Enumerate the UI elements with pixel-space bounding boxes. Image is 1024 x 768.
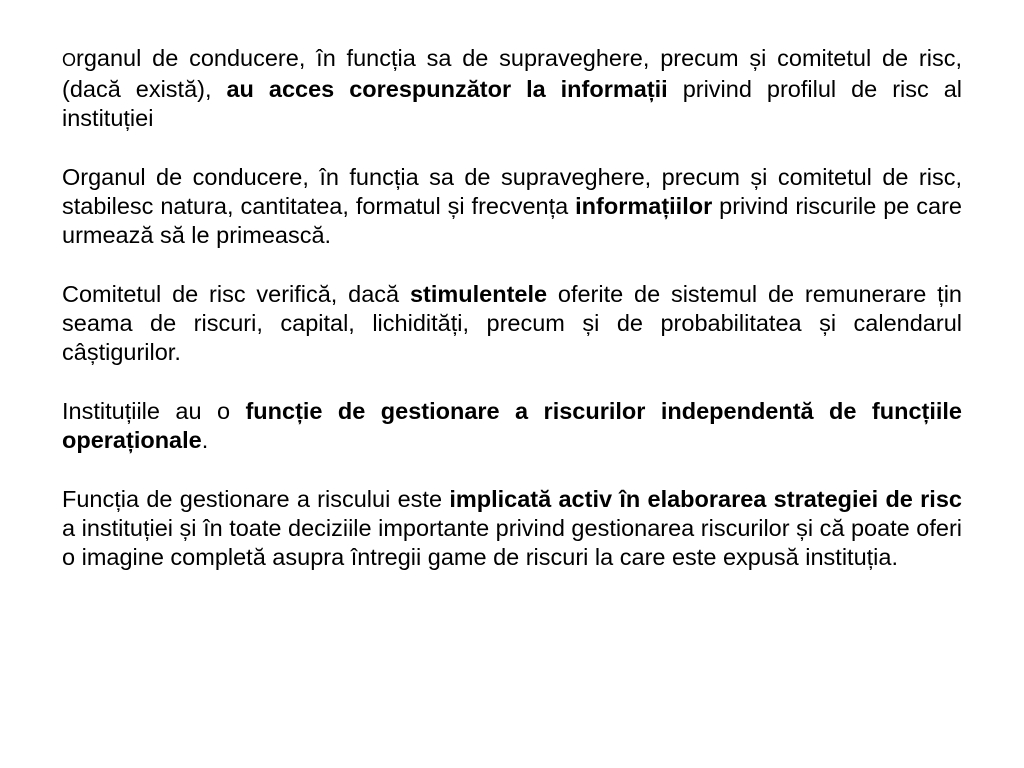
paragraph-1 bbox=[62, 44, 962, 133]
paragraph-1-initial: O bbox=[62, 50, 77, 70]
paragraph-4-text-end: . bbox=[201, 427, 209, 453]
paragraph-1-text-end: privind profilul de risc al instituției bbox=[62, 76, 963, 131]
paragraph-2-text-end: privind riscurile pe care urmează să le primească. bbox=[62, 193, 962, 248]
paragraph-4-text: Instituțiile au o bbox=[62, 398, 246, 424]
paragraph-2-emphasis: informațiilor bbox=[575, 193, 713, 219]
paragraph-2-text: Organul de conducere, în funcția sa de supraveghere, precum și comitetul de risc, stabilesc natura, cantitatea, formatul și frecvența bbox=[62, 164, 962, 219]
slide-body bbox=[62, 44, 962, 602]
paragraph-3-text-end: oferite de sistemul de remunerare țin seama de riscuri, capital, lichidități, precum și de probabilitatea și calendarul câștigurilor. bbox=[62, 281, 963, 365]
paragraph-1-text: rganul de conducere, în funcția sa de supraveghere, precum și comitetul de risc, (dacă există), bbox=[62, 45, 962, 102]
paragraph-4-emphasis: funcție de gestionare a riscurilor independentă de funcțiile operaționale bbox=[62, 398, 962, 453]
paragraph-4 bbox=[62, 397, 962, 455]
paragraph-3-emphasis: stimulentele bbox=[409, 281, 548, 307]
paragraph-1-emphasis: au acces corespunzător la informații bbox=[226, 76, 668, 102]
paragraph-5-text: Funcția de gestionare a riscului este bbox=[62, 486, 450, 512]
paragraph-5-emphasis: implicată activ în elaborarea strategiei de risc bbox=[449, 486, 962, 512]
paragraph-3-text: Comitetul de risc verifică, dacă bbox=[62, 281, 410, 307]
paragraph-2 bbox=[62, 163, 962, 250]
paragraph-5-text-end: a instituției și în toate deciziile importante privind gestionarea riscurilor și că poate oferi o imagine completă asupra întregii game de riscuri la care este expusă instituția. bbox=[62, 515, 962, 570]
paragraph-3 bbox=[62, 280, 962, 367]
paragraph-5 bbox=[62, 485, 962, 572]
